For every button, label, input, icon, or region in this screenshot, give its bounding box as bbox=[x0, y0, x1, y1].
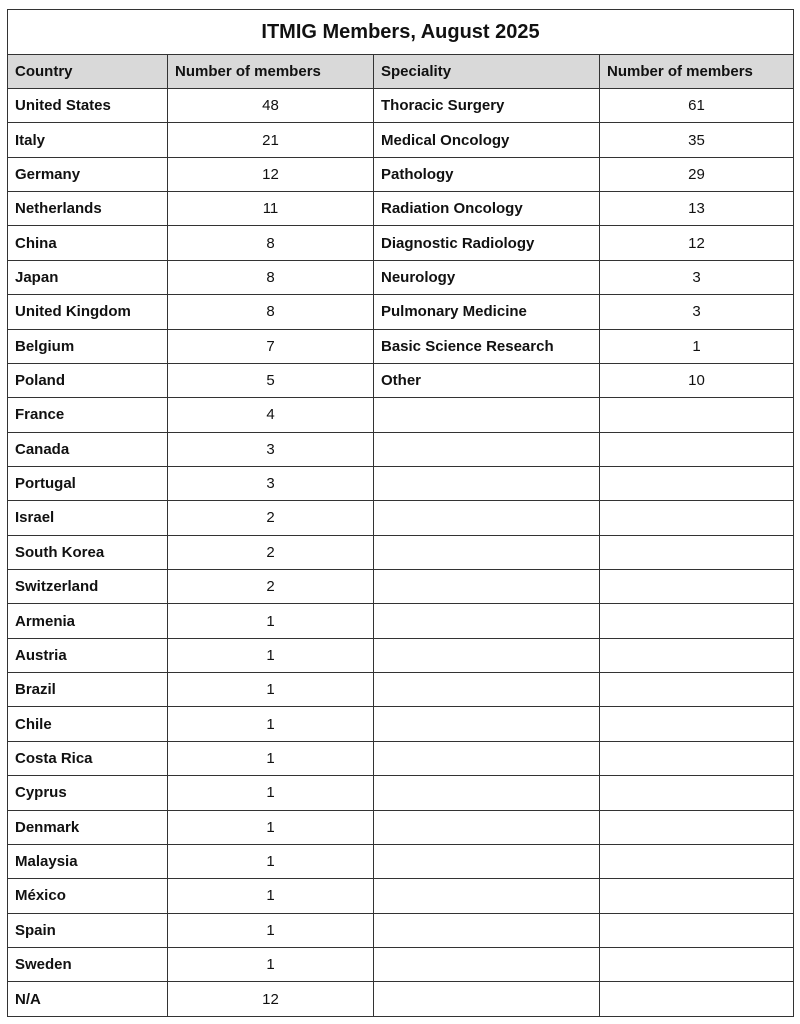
country-name: Italy bbox=[8, 123, 168, 157]
empty-cell bbox=[374, 776, 600, 810]
empty-cell bbox=[374, 638, 600, 672]
speciality-name: Other bbox=[374, 363, 600, 397]
country-member-count: 2 bbox=[168, 535, 374, 569]
table-row bbox=[8, 226, 794, 260]
table-row bbox=[8, 329, 794, 363]
empty-cell bbox=[600, 741, 794, 775]
table-row bbox=[8, 913, 794, 947]
speciality-header: Speciality bbox=[374, 55, 600, 89]
table-row bbox=[8, 432, 794, 466]
empty-cell bbox=[374, 707, 600, 741]
speciality-name: Medical Oncology bbox=[374, 123, 600, 157]
empty-cell bbox=[374, 432, 600, 466]
table-row bbox=[8, 810, 794, 844]
empty-cell bbox=[374, 604, 600, 638]
empty-cell bbox=[374, 466, 600, 500]
empty-cell bbox=[374, 947, 600, 981]
country-members-header: Number of members bbox=[168, 55, 374, 89]
empty-cell bbox=[600, 501, 794, 535]
country-member-count: 1 bbox=[168, 638, 374, 672]
country-member-count: 8 bbox=[168, 260, 374, 294]
members-table-container bbox=[7, 9, 793, 1017]
empty-cell bbox=[600, 844, 794, 878]
table-row bbox=[8, 982, 794, 1017]
speciality-name: Thoracic Surgery bbox=[374, 89, 600, 123]
country-name: Netherlands bbox=[8, 192, 168, 226]
table-row bbox=[8, 466, 794, 500]
title-row bbox=[8, 10, 794, 55]
country-name: China bbox=[8, 226, 168, 260]
header-row bbox=[8, 55, 794, 89]
empty-cell bbox=[374, 913, 600, 947]
country-name: Japan bbox=[8, 260, 168, 294]
table-row bbox=[8, 707, 794, 741]
speciality-members-header: Number of members bbox=[600, 55, 794, 89]
speciality-member-count: 3 bbox=[600, 295, 794, 329]
table-row bbox=[8, 192, 794, 226]
country-member-count: 8 bbox=[168, 295, 374, 329]
country-name: United States bbox=[8, 89, 168, 123]
empty-cell bbox=[374, 673, 600, 707]
country-name: Switzerland bbox=[8, 570, 168, 604]
country-header: Country bbox=[8, 55, 168, 89]
country-name: N/A bbox=[8, 982, 168, 1017]
country-name: Sweden bbox=[8, 947, 168, 981]
table-row bbox=[8, 535, 794, 569]
country-member-count: 1 bbox=[168, 810, 374, 844]
country-name: Belgium bbox=[8, 329, 168, 363]
country-name: United Kingdom bbox=[8, 295, 168, 329]
country-name: Spain bbox=[8, 913, 168, 947]
table-row bbox=[8, 947, 794, 981]
country-member-count: 8 bbox=[168, 226, 374, 260]
country-member-count: 12 bbox=[168, 982, 374, 1017]
empty-cell bbox=[374, 844, 600, 878]
empty-cell bbox=[374, 810, 600, 844]
table-row bbox=[8, 123, 794, 157]
empty-cell bbox=[600, 466, 794, 500]
speciality-member-count: 13 bbox=[600, 192, 794, 226]
speciality-name: Basic Science Research bbox=[374, 329, 600, 363]
country-member-count: 3 bbox=[168, 432, 374, 466]
country-member-count: 1 bbox=[168, 879, 374, 913]
country-member-count: 2 bbox=[168, 501, 374, 535]
speciality-member-count: 29 bbox=[600, 157, 794, 191]
country-member-count: 12 bbox=[168, 157, 374, 191]
empty-cell bbox=[600, 879, 794, 913]
empty-cell bbox=[600, 432, 794, 466]
speciality-member-count: 35 bbox=[600, 123, 794, 157]
country-member-count: 1 bbox=[168, 913, 374, 947]
table-row bbox=[8, 673, 794, 707]
empty-cell bbox=[374, 570, 600, 604]
empty-cell bbox=[374, 982, 600, 1017]
country-name: Poland bbox=[8, 363, 168, 397]
speciality-name: Pathology bbox=[374, 157, 600, 191]
table-row bbox=[8, 295, 794, 329]
table-row bbox=[8, 260, 794, 294]
empty-cell bbox=[600, 570, 794, 604]
country-name: Cyprus bbox=[8, 776, 168, 810]
country-member-count: 1 bbox=[168, 604, 374, 638]
table-row bbox=[8, 844, 794, 878]
country-member-count: 48 bbox=[168, 89, 374, 123]
speciality-member-count: 10 bbox=[600, 363, 794, 397]
country-member-count: 1 bbox=[168, 673, 374, 707]
country-member-count: 21 bbox=[168, 123, 374, 157]
empty-cell bbox=[374, 535, 600, 569]
country-name: Canada bbox=[8, 432, 168, 466]
country-name: México bbox=[8, 879, 168, 913]
empty-cell bbox=[374, 741, 600, 775]
country-name: Israel bbox=[8, 501, 168, 535]
table-row bbox=[8, 398, 794, 432]
empty-cell bbox=[374, 501, 600, 535]
empty-cell bbox=[600, 535, 794, 569]
empty-cell bbox=[374, 398, 600, 432]
empty-cell bbox=[600, 810, 794, 844]
table-row bbox=[8, 89, 794, 123]
table-row bbox=[8, 570, 794, 604]
table-row bbox=[8, 638, 794, 672]
empty-cell bbox=[600, 947, 794, 981]
table-row bbox=[8, 157, 794, 191]
table-title: ITMIG Members, August 2025 bbox=[8, 10, 794, 55]
empty-cell bbox=[600, 398, 794, 432]
country-name: Chile bbox=[8, 707, 168, 741]
table-row bbox=[8, 604, 794, 638]
empty-cell bbox=[374, 879, 600, 913]
speciality-member-count: 12 bbox=[600, 226, 794, 260]
speciality-member-count: 3 bbox=[600, 260, 794, 294]
speciality-name: Radiation Oncology bbox=[374, 192, 600, 226]
empty-cell bbox=[600, 673, 794, 707]
table-body bbox=[8, 89, 794, 1017]
empty-cell bbox=[600, 913, 794, 947]
empty-cell bbox=[600, 638, 794, 672]
country-name: South Korea bbox=[8, 535, 168, 569]
country-name: Brazil bbox=[8, 673, 168, 707]
empty-cell bbox=[600, 776, 794, 810]
members-table bbox=[7, 9, 794, 1017]
empty-cell bbox=[600, 982, 794, 1017]
country-name: Denmark bbox=[8, 810, 168, 844]
empty-cell bbox=[600, 707, 794, 741]
country-member-count: 1 bbox=[168, 844, 374, 878]
table-row bbox=[8, 879, 794, 913]
country-name: Austria bbox=[8, 638, 168, 672]
speciality-name: Pulmonary Medicine bbox=[374, 295, 600, 329]
country-member-count: 5 bbox=[168, 363, 374, 397]
country-name: Armenia bbox=[8, 604, 168, 638]
table-row bbox=[8, 776, 794, 810]
country-member-count: 1 bbox=[168, 776, 374, 810]
speciality-member-count: 61 bbox=[600, 89, 794, 123]
country-member-count: 2 bbox=[168, 570, 374, 604]
country-member-count: 4 bbox=[168, 398, 374, 432]
country-name: Portugal bbox=[8, 466, 168, 500]
country-member-count: 1 bbox=[168, 947, 374, 981]
table-row bbox=[8, 741, 794, 775]
country-name: France bbox=[8, 398, 168, 432]
speciality-member-count: 1 bbox=[600, 329, 794, 363]
country-member-count: 1 bbox=[168, 741, 374, 775]
country-member-count: 3 bbox=[168, 466, 374, 500]
country-member-count: 1 bbox=[168, 707, 374, 741]
country-name: Malaysia bbox=[8, 844, 168, 878]
country-member-count: 7 bbox=[168, 329, 374, 363]
speciality-name: Diagnostic Radiology bbox=[374, 226, 600, 260]
country-member-count: 11 bbox=[168, 192, 374, 226]
country-name: Germany bbox=[8, 157, 168, 191]
country-name: Costa Rica bbox=[8, 741, 168, 775]
table-row bbox=[8, 501, 794, 535]
empty-cell bbox=[600, 604, 794, 638]
speciality-name: Neurology bbox=[374, 260, 600, 294]
table-row bbox=[8, 363, 794, 397]
